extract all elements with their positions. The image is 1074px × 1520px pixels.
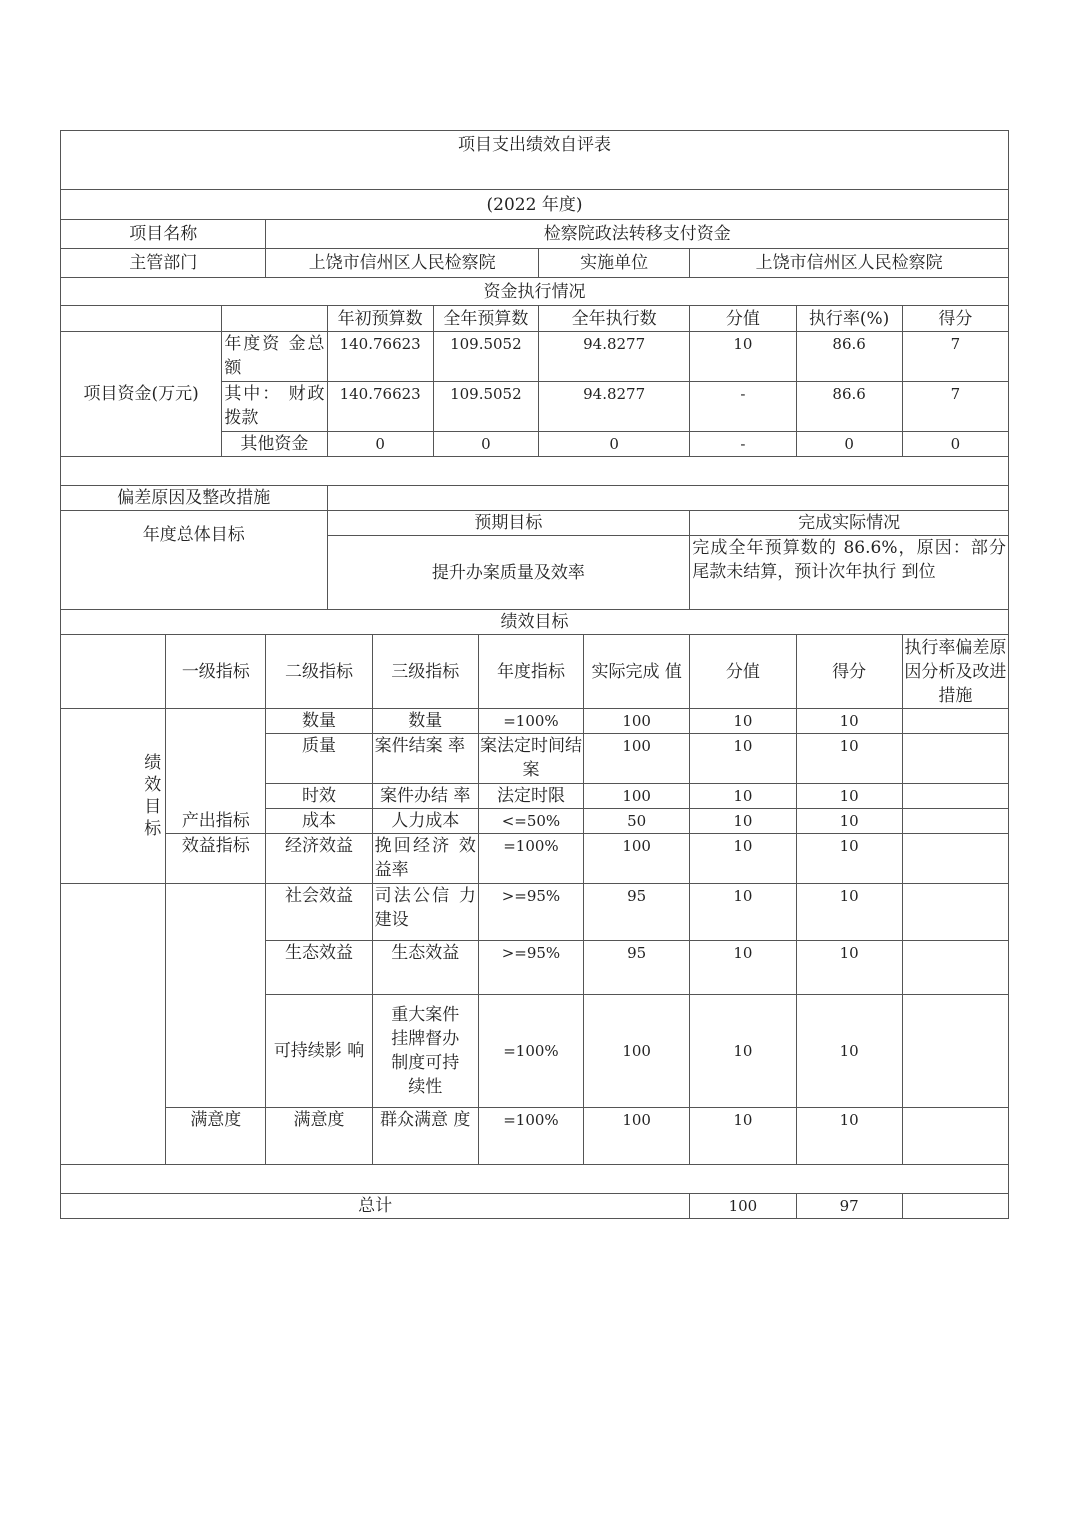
funds-header: 执行率(%) (796, 306, 902, 332)
perf-remark (902, 1108, 1008, 1165)
project-name: 检察院政法转移支付资金 (266, 220, 1009, 249)
funds-header: 分值 (690, 306, 796, 332)
perf-l2: 数量 (266, 709, 372, 734)
perf-remark (902, 941, 1008, 995)
perf-remark (902, 809, 1008, 834)
perf-actual: 50 (584, 809, 690, 834)
form-year: (2022 年度) (61, 190, 1009, 220)
perf-target: =100% (478, 1108, 583, 1165)
perf-l3: 司法公信 力建设 (372, 884, 478, 941)
perf-vertical-label: 绩效目标 (61, 709, 166, 884)
perf-l2: 时效 (266, 784, 372, 809)
funds-header: 全年执行数 (538, 306, 689, 332)
perf-header: 得分 (796, 635, 902, 709)
perf-header: 三级指标 (372, 635, 478, 709)
funds-section-title: 资金执行情况 (61, 278, 1009, 306)
perf-score: 10 (796, 995, 902, 1108)
funds-header-blank (61, 306, 222, 332)
perf-score: 10 (796, 1108, 902, 1165)
perf-remark (902, 995, 1008, 1108)
perf-score: 10 (796, 941, 902, 995)
perf-score-max: 10 (690, 941, 796, 995)
form-title: 项目支出绩效自评表 (61, 131, 1009, 190)
perf-actual: 100 (584, 1108, 690, 1165)
funds-header-blank-2 (222, 306, 327, 332)
perf-section-title: 绩效目标 (61, 610, 1009, 635)
lvl1-benefit: 效益指标 (166, 834, 266, 884)
perf-actual: 100 (584, 784, 690, 809)
perf-score: 10 (796, 834, 902, 884)
lvl1-blank (166, 884, 266, 1108)
deviation-label: 偏差原因及整改措施 (61, 486, 328, 511)
funds-cell: 109.5052 (433, 332, 538, 382)
funds-cell: 7 (902, 382, 1008, 432)
perf-target: >=95% (478, 884, 583, 941)
funds-cell: 109.5052 (433, 382, 538, 432)
perf-actual: 100 (584, 734, 690, 784)
expected-goal: 提升办案质量及效率 (327, 536, 690, 610)
perf-l3: 案件办结 率 (372, 784, 478, 809)
annual-goal-label: 年度总体目标 (61, 511, 328, 610)
perf-score: 10 (796, 734, 902, 784)
funds-cell: 10 (690, 332, 796, 382)
perf-score: 10 (796, 709, 902, 734)
perf-remark (902, 709, 1008, 734)
total-score: 97 (796, 1194, 902, 1219)
perf-score-max: 10 (690, 709, 796, 734)
total-remark (902, 1194, 1008, 1219)
perf-score-max: 10 (690, 834, 796, 884)
funds-cell: 94.8277 (538, 382, 689, 432)
perf-l3: 挽回经济 效益率 (372, 834, 478, 884)
funds-header: 得分 (902, 306, 1008, 332)
funds-row-label: 其中： 财政拨款 (222, 382, 327, 432)
funds-cell: 0 (433, 432, 538, 457)
funds-cell: 94.8277 (538, 332, 689, 382)
funds-cell: 0 (796, 432, 902, 457)
perf-l3: 数量 (372, 709, 478, 734)
funds-cell: - (690, 432, 796, 457)
perf-target: =100% (478, 834, 583, 884)
perf-l3: 生态效益 (372, 941, 478, 995)
perf-score: 10 (796, 809, 902, 834)
funds-cell: 0 (902, 432, 1008, 457)
evaluation-form (60, 130, 1009, 1219)
funds-cell: 0 (327, 432, 433, 457)
dept-value: 上饶市信州区人民检察院 (266, 249, 539, 278)
perf-remark (902, 884, 1008, 941)
perf-l2: 质量 (266, 734, 372, 784)
funds-group-label: 项目资金(万元) (61, 332, 222, 457)
unit-value: 上饶市信州区人民检察院 (690, 249, 1009, 278)
perf-actual: 100 (584, 834, 690, 884)
lvl1-satisfaction: 满意度 (166, 1108, 266, 1165)
perf-target: 法定时限 (478, 784, 583, 809)
perf-l3: 人力成本 (372, 809, 478, 834)
perf-score-max: 10 (690, 809, 796, 834)
perf-header: 一级指标 (166, 635, 266, 709)
total-score-max: 100 (690, 1194, 796, 1219)
perf-header: 年度指标 (478, 635, 583, 709)
perf-l3: 案件结案 率 (372, 734, 478, 784)
evaluation-table (60, 130, 1009, 1219)
perf-header: 二级指标 (266, 635, 372, 709)
perf-header: 实际完成 值 (584, 635, 690, 709)
funds-row-label: 其他资金 (222, 432, 327, 457)
spacer-row (61, 457, 1009, 486)
perf-header: 分值 (690, 635, 796, 709)
unit-label: 实施单位 (538, 249, 689, 278)
perf-score-max: 10 (690, 1108, 796, 1165)
perf-actual: 100 (584, 995, 690, 1108)
dept-label: 主管部门 (61, 249, 266, 278)
actual-label: 完成实际情况 (690, 511, 1009, 536)
perf-score-max: 10 (690, 784, 796, 809)
perf-target: <=50% (478, 809, 583, 834)
funds-cell: 86.6 (796, 382, 902, 432)
perf-score: 10 (796, 884, 902, 941)
funds-cell: 86.6 (796, 332, 902, 382)
perf-score: 10 (796, 784, 902, 809)
funds-cell: - (690, 382, 796, 432)
perf-l2: 生态效益 (266, 941, 372, 995)
perf-l3: 重大案件挂牌督办制度可持续性 (372, 995, 478, 1108)
funds-header: 全年预算数 (433, 306, 538, 332)
perf-header-blank (61, 635, 166, 709)
perf-remark (902, 734, 1008, 784)
perf-actual: 100 (584, 709, 690, 734)
perf-l3: 群众满意 度 (372, 1108, 478, 1165)
deviation-value (327, 486, 1008, 511)
perf-score-max: 10 (690, 995, 796, 1108)
project-name-label: 项目名称 (61, 220, 266, 249)
funds-cell: 7 (902, 332, 1008, 382)
perf-l2: 经济效益 (266, 834, 372, 884)
perf-l2: 成本 (266, 809, 372, 834)
lvl1-output: 产出指标 (166, 709, 266, 834)
funds-header: 年初预算数 (327, 306, 433, 332)
perf-actual: 95 (584, 884, 690, 941)
perf-target: >=95% (478, 941, 583, 995)
perf-remark (902, 784, 1008, 809)
perf-vertical-blank (61, 884, 166, 1165)
funds-row-label: 年度资 金总额 (222, 332, 327, 382)
perf-target: =100% (478, 709, 583, 734)
perf-score-max: 10 (690, 884, 796, 941)
perf-l2: 社会效益 (266, 884, 372, 941)
perf-score-max: 10 (690, 734, 796, 784)
perf-remark (902, 834, 1008, 884)
spacer-row (61, 1165, 1009, 1194)
funds-cell: 140.76623 (327, 332, 433, 382)
perf-l2: 满意度 (266, 1108, 372, 1165)
perf-l2: 可持续影 响 (266, 995, 372, 1108)
total-label: 总计 (61, 1194, 690, 1219)
perf-target: =100% (478, 995, 583, 1108)
funds-cell: 140.76623 (327, 382, 433, 432)
perf-header: 执行率偏差原因分析及改进措施 (902, 635, 1008, 709)
perf-target: 案法定时间结案 (478, 734, 583, 784)
perf-actual: 95 (584, 941, 690, 995)
expected-goal-label: 预期目标 (327, 511, 690, 536)
funds-cell: 0 (538, 432, 689, 457)
actual-text: 完成全年预算数的 86.6%，原因：部分尾款未结算，预计次年执行 到位 (690, 536, 1009, 610)
